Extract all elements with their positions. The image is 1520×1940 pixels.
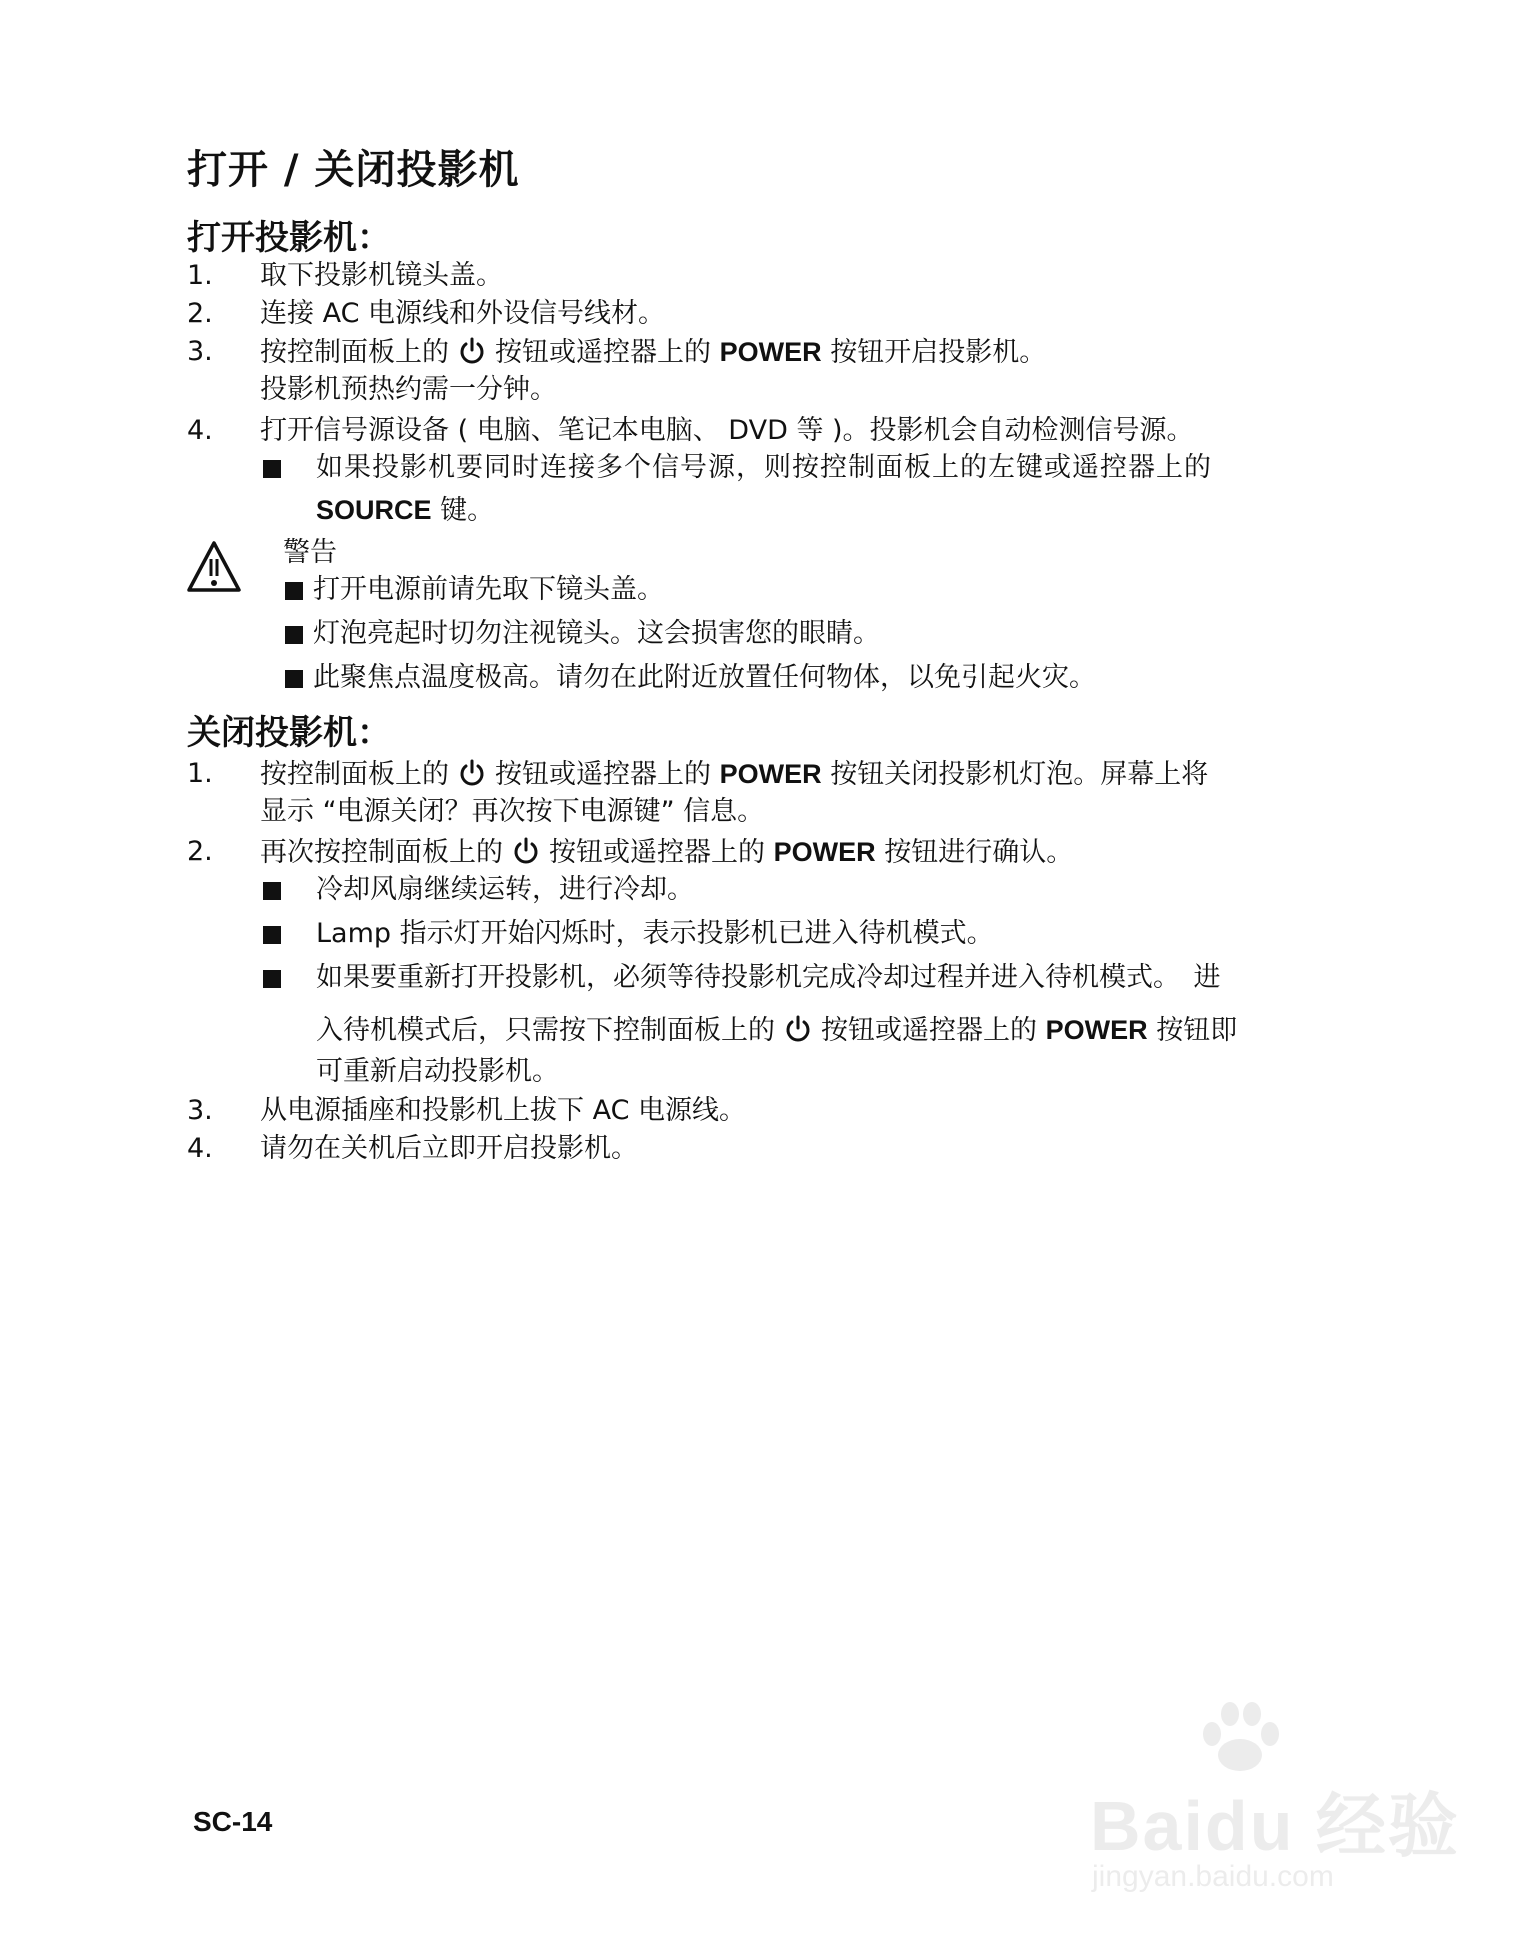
step-number: 2. [187, 836, 213, 867]
warning-label: 警告 [283, 537, 337, 568]
step-number: 1. [187, 260, 213, 291]
bullet-text-continued: 可重新启动投影机。 [316, 1056, 559, 1087]
step-text-part: 按控制面板上的 [260, 759, 449, 790]
step-text-part: 按钮关闭投影机灯泡。屏幕上将 [830, 759, 1209, 790]
page-title: 打开 / 关闭投影机 [187, 147, 520, 193]
power-key-label: POWER [773, 837, 876, 867]
bullet-marker [285, 670, 303, 692]
bullet-text: 冷却风扇继续运转，进行冷却。 [316, 874, 694, 905]
bullet-marker [263, 926, 281, 948]
step-text: 打开信号源设备 ( 电脑、笔记本电脑、 DVD 等 )。投影机会自动检测信号源。 [260, 415, 1194, 446]
step-text [260, 834, 1073, 871]
page-number: SC-14 [193, 1806, 273, 1837]
bullet-marker [285, 582, 303, 604]
bullet-marker [263, 882, 281, 904]
step-text: 连接 AC 电源线和外设信号线材。 [260, 298, 666, 329]
step-number: 2. [187, 298, 213, 329]
bullet-marker [263, 970, 281, 992]
step-text-part: 按钮或遥控器上的 [495, 337, 711, 368]
bullet-marker [263, 460, 281, 482]
bullet-text-continued [316, 1012, 1237, 1049]
step-text-part: 按钮进行确认。 [884, 837, 1074, 868]
bullet-text-part: 按钮或遥控器上的 [821, 1015, 1037, 1046]
bullet-text-part: 按钮即 [1156, 1015, 1238, 1046]
bullet-text-continued [316, 492, 494, 529]
watermark-url: jingyan.baidu.com [1092, 1860, 1334, 1893]
power-key-label: POWER [719, 759, 822, 789]
step-number: 4. [187, 1133, 213, 1164]
step-number: 4. [187, 415, 213, 446]
bullet-marker [285, 626, 303, 648]
step-text-part: 按钮或遥控器上的 [549, 837, 765, 868]
bullet-text: 如果要重新打开投影机，必须等待投影机完成冷却过程并进入待机模式。 进 [316, 962, 1221, 993]
warning-item: 此聚焦点温度极高。请勿在此附近放置任何物体，以免引起火灾。 [313, 662, 1096, 693]
warning-triangle-icon [186, 540, 242, 594]
step-text-part: 按控制面板上的 [260, 337, 449, 368]
power-icon [783, 1014, 813, 1044]
power-key-label: POWER [719, 337, 822, 367]
power-on-heading: 打开投影机： [187, 218, 391, 258]
bullet-text-part: 入待机模式后，只需按下控制面板上的 [316, 1015, 775, 1046]
step-text-continued: 显示 “电源关闭？再次按下电源键” 信息。 [260, 796, 765, 827]
step-number: 3. [187, 336, 213, 367]
power-icon [457, 336, 487, 366]
bullet-text: 如果投影机要同时连接多个信号源，则按控制面板上的左键或遥控器上的 [316, 452, 1212, 483]
step-text: 请勿在关机后立即开启投影机。 [260, 1133, 638, 1164]
step-number: 1. [187, 758, 213, 789]
step-text: 取下投影机镜头盖。 [260, 260, 503, 291]
power-icon [511, 836, 541, 866]
step-text-part: 按钮或遥控器上的 [495, 759, 711, 790]
step-text [260, 756, 1208, 793]
step-text: 从电源插座和投影机上拔下 AC 电源线。 [260, 1095, 747, 1126]
step-number: 3. [187, 1095, 213, 1126]
step-text-continued: 投影机预热约需一分钟。 [260, 374, 557, 405]
watermark-logo: Baidu 经验 [1090, 1787, 1460, 1865]
warning-item: 打开电源前请先取下镜头盖。 [313, 574, 664, 605]
power-icon [457, 758, 487, 788]
step-text-part: 再次按控制面板上的 [260, 837, 503, 868]
bullet-text-part: 键。 [431, 495, 495, 526]
baidu-watermark [1080, 1700, 1460, 1910]
warning-item: 灯泡亮起时切勿注视镜头。这会损害您的眼睛。 [313, 618, 880, 649]
source-key-label: SOURCE [316, 495, 432, 525]
step-text [260, 334, 1046, 371]
power-off-heading: 关闭投影机： [187, 713, 391, 753]
power-key-label: POWER [1045, 1015, 1148, 1045]
bullet-text: Lamp 指示灯开始闪烁时，表示投影机已进入待机模式。 [316, 918, 994, 949]
step-text-part: 按钮开启投影机。 [830, 337, 1047, 368]
paw-icon [1190, 1700, 1290, 1775]
